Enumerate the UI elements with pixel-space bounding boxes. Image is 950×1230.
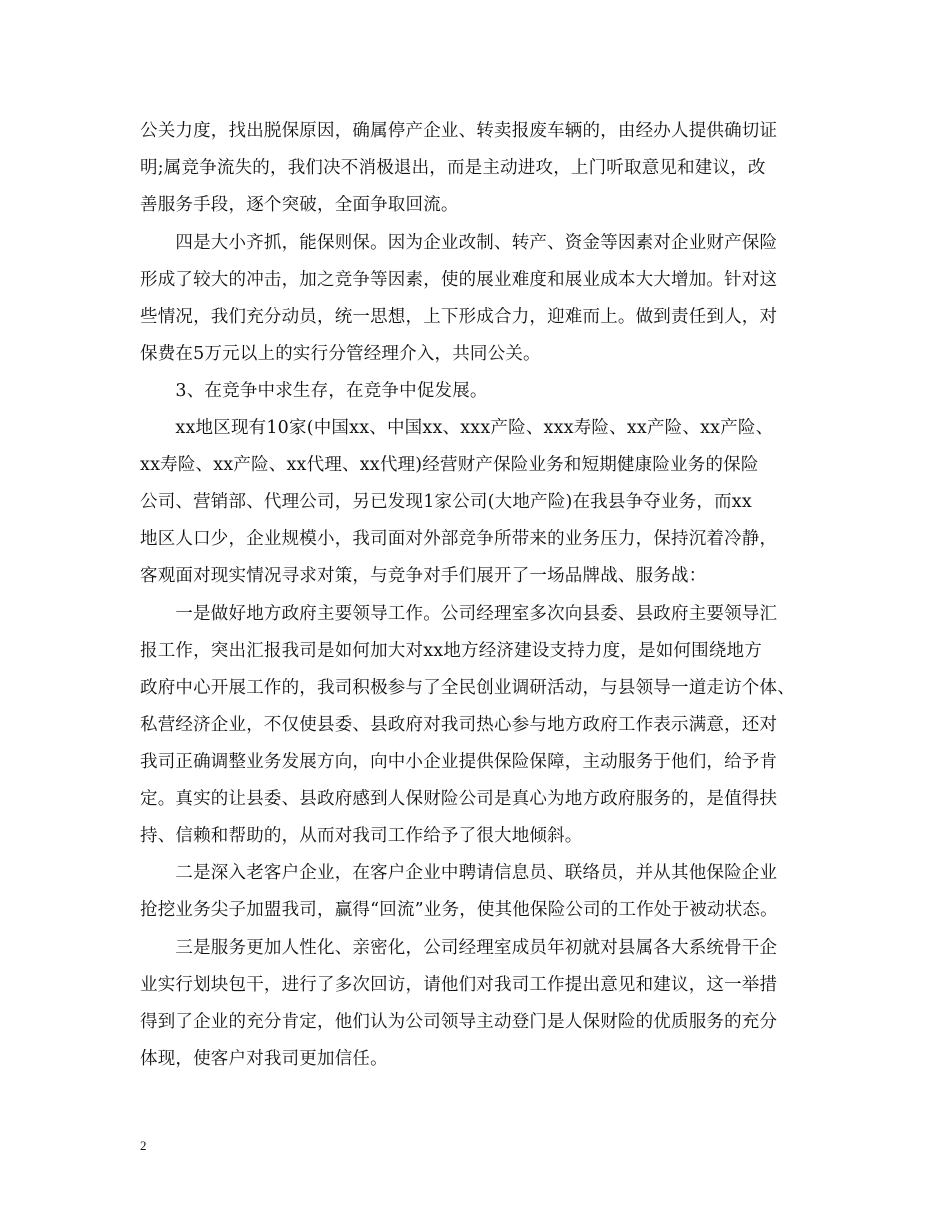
text-line: 我司正确调整业务发展方向，向中小企业提供保险保障，主动服务于他们，给予肯 <box>140 752 778 772</box>
text-line: 体现，使客户对我司更加信任。 <box>140 1049 388 1069</box>
text-line: xx寿险、xx产险、xx代理、xx代理)经营财产保险业务和短期健康险业务的保险 <box>140 455 759 475</box>
text-line: 政府中心开展工作的，我司积极参与了全民创业调研活动，与县领导一道走访个体、 <box>140 678 795 698</box>
text-line: 二是深入老客户企业，在客户企业中聘请信息员、联络员，并从其他保险企业 <box>140 863 778 883</box>
text-line: 一是做好地方政府主要领导工作。公司经理室多次向县委、县政府主要领导汇 <box>140 604 778 624</box>
text-line: 得到了企业的充分肯定，他们认为公司领导主动登门是人保财险的优质服务的充分 <box>140 1012 778 1032</box>
text-line: 持、信赖和帮助的，从而对我司工作给予了很大地倾斜。 <box>140 826 583 846</box>
text-line: 私营经济企业，不仅使县委、县政府对我司热心参与地方政府工作表示满意，还对 <box>140 715 778 735</box>
text-line: 四是大小齐抓，能保则保。因为企业改制、转产、资金等因素对企业财产保险 <box>140 233 778 253</box>
text-line: 抢挖业务尖子加盟我司，赢得“回流”业务，使其他保险公司的工作处于被动状态。 <box>140 900 778 920</box>
text-line: 公司、营销部、代理公司，另已发现1家公司(大地产险)在我县争夺业务，而xx <box>140 492 752 512</box>
text-line: 公关力度，找出脱保原因，确属停产企业、转卖报废车辆的，由经办人提供确切证 <box>140 121 778 141</box>
text-line: 明;属竞争流失的，我们决不消极退出，而是主动进攻，上门听取意见和建议，改 <box>140 158 766 178</box>
text-line: 定。真实的让县委、县政府感到人保财险公司是真心为地方政府服务的，是值得扶 <box>140 789 778 809</box>
text-line: 三是服务更加人性化、亲密化，公司经理室成员年初就对县属各大系统骨干企 <box>140 938 778 958</box>
text-line: 地区人口少，企业规模小，我司面对外部竞争所带来的业务压力，保持沉着冷静， <box>140 529 778 549</box>
text-line: 形成了较大的冲击，加之竞争等因素，使的展业难度和展业成本大大增加。针对这 <box>140 270 778 290</box>
text-line: 客观面对现实情况寻求对策，与竞争对手们展开了一场品牌战、服务战： <box>140 566 707 586</box>
text-line: 保费在5万元以上的实行分管经理介入，共同公关。 <box>140 344 541 364</box>
text-line: 些情况，我们充分动员，统一思想，上下形成合力，迎难而上。做到责任到人，对 <box>140 307 778 327</box>
text-line: 业实行划块包干，进行了多次回访，请他们对我司工作提出意见和建议，这一举措 <box>140 975 778 995</box>
text-line: 善服务手段，逐个突破，全面争取回流。 <box>140 195 459 215</box>
page-number: 2 <box>140 1138 147 1153</box>
text-line: 报工作，突出汇报我司是如何加大对xx地方经济建设支持力度，是如何围绕地方 <box>140 641 762 661</box>
text-line: 3、在竞争中求生存，在竞争中促发展。 <box>140 381 488 401</box>
text-line: xx地区现有10家(中国xx、中国xx、xxx产险、xxx寿险、xx产险、xx产险、 <box>140 418 774 438</box>
